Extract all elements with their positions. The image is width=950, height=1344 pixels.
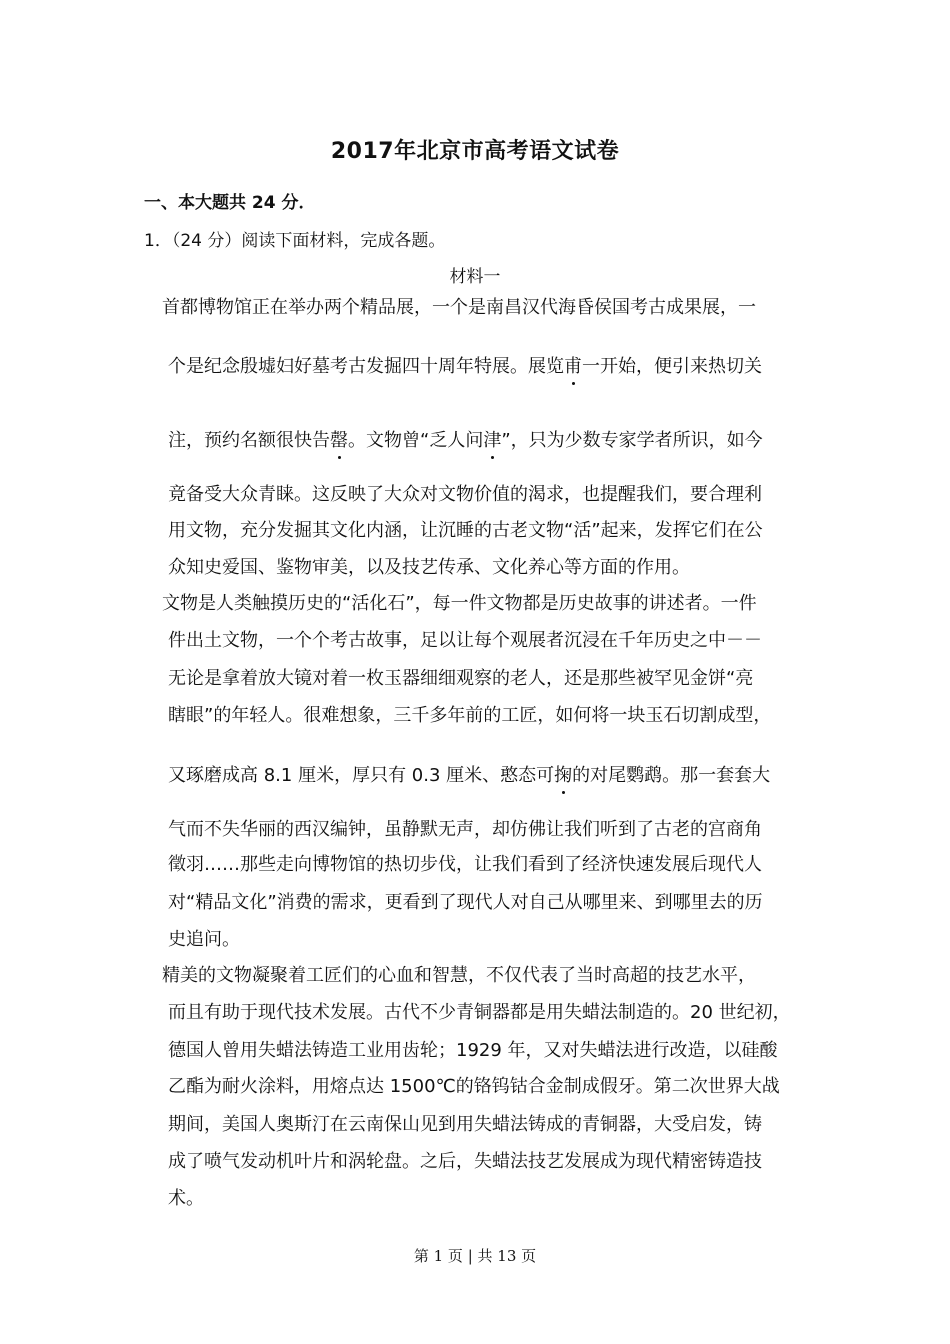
question-prompt: 1．（24 分）阅读下面材料，完成各题。 xyxy=(144,231,446,251)
paragraph3-line1: 精美的文物凝聚着工匠们的心血和智慧，不仅代表了当时高超的技艺水平， xyxy=(162,965,756,986)
paragraph2-line4: 瞎眼”的年轻人。很难想象，三千多年前的工匠，如何将一块玉石切割成型， xyxy=(168,705,772,726)
paragraph3-line2: 而且有助于现代技术发展。古代不少青铜器都是用失蜡法制造的。20 世纪初， xyxy=(168,1002,791,1023)
emphasis-char: 津 xyxy=(483,430,502,451)
page-footer: 第 1 页 | 共 13 页 xyxy=(413,1247,537,1265)
paragraph2-line3: 无论是拿着放大镜对着一枚玉器细细观察的老人，还是那些被罕见金饼“亮 xyxy=(168,668,754,689)
document-title: 2017年北京市高考语文试卷 xyxy=(330,139,620,164)
paragraph1-line6: 众知史爱国、鉴物审美，以及技艺传承、文化养心等方面的作用。 xyxy=(168,557,690,578)
section-heading: 一、本大题共 24 分． xyxy=(144,193,316,213)
paragraph2-line7: 徵羽……那些走向博物馆的热切步伐，让我们看到了经济快速发展后现代人 xyxy=(168,854,762,875)
paragraph3-line3: 德国人曾用失蜡法铸造工业用齿轮；1929 年，又对失蜡法进行改造，以硅酸 xyxy=(168,1040,778,1061)
paragraph1-line1: 首都博物馆正在举办两个精品展，一个是南昌汉代海昏侯国考古成果展，一 xyxy=(162,297,756,318)
emphasis-char: 掬 xyxy=(554,765,573,786)
paragraph2-line5: 又琢磨成高 8.1 厘米，厚只有 0.3 厘米、憨态可掬的对尾鹦鹉。那一套套大 xyxy=(168,765,771,786)
paragraph2-line8: 对“精品文化”消费的需求，更看到了现代人对自己从哪里来、到哪里去的历 xyxy=(168,892,763,913)
paragraph1-line4: 竟备受大众青睐。这反映了大众对文物价值的渴求，也提醒我们，要合理利 xyxy=(168,484,762,505)
paragraph1-line3: 注，预约名额很快告罄。文物曾“乏人问津”，只为少数专家学者所识，如今 xyxy=(168,430,763,451)
paragraph3-line5: 期间，美国人奥斯汀在云南保山见到用失蜡法铸成的青铜器，大受启发，铸 xyxy=(168,1114,762,1135)
material-title: 材料一 xyxy=(449,267,501,287)
paragraph2-line2: 件出土文物，一个个考古故事，足以让每个观展者沉浸在千年历史之中－－ xyxy=(168,630,762,651)
emphasis-char: 罄 xyxy=(330,430,348,451)
paragraph1-line5: 用文物，充分发掘其文化内涵，让沉睡的古老文物“活”起来，发挥它们在公 xyxy=(168,520,763,541)
paragraph2-line6: 气而不失华丽的西汉编钟，虽静默无声，却仿佛让我们听到了古老的宫商角 xyxy=(168,819,762,840)
paragraph3-line6: 成了喷气发动机叶片和涡轮盘。之后，失蜡法技艺发展成为现代精密铸造技 xyxy=(168,1151,762,1172)
emphasis-char: 甫 xyxy=(564,356,582,377)
paragraph1-line2: 个是纪念殷墟妇好墓考古发掘四十周年特展。展览甫一开始，便引来热切关 xyxy=(168,356,762,377)
paragraph3-line7: 术。 xyxy=(168,1188,204,1209)
paragraph2-line1: 文物是人类触摸历史的“活化石”，每一件文物都是历史故事的讲述者。一件 xyxy=(162,593,757,614)
paragraph2-line9: 史追问。 xyxy=(168,929,240,950)
paragraph3-line4: 乙酯为耐火涂料，用熔点达 1500℃的铬钨钴合金制成假牙。第二次世界大战 xyxy=(168,1076,780,1097)
